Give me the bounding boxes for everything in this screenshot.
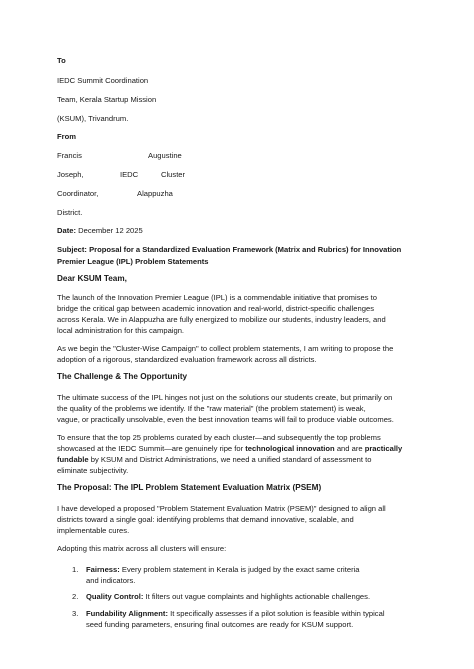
date-label: Date:: [57, 226, 76, 235]
list-item-label: Quality Control:: [86, 592, 144, 601]
text-line: local administration for this campaign.: [57, 326, 185, 335]
text-run: by KSUM and District Administrations, we need a unified standard of assessment to: [88, 455, 372, 464]
list-item-label: Fairness:: [86, 565, 120, 574]
text-line: [57, 454, 427, 465]
subject-line-1: Subject: Proposal for a Standardized Evaluation Framework (Matrix and Rubrics) for Innovation: [57, 245, 402, 254]
from-title: Coordinator,: [57, 189, 99, 198]
intro-paragraph-1: [57, 292, 427, 336]
text-line: bridge the critical gap between academic innovation and real-world, district-specific challenges: [57, 304, 374, 313]
from-name-middle: Augustine: [148, 151, 182, 160]
text-line: vague, or practically unsolvable, even the best innovation teams will fail to produce viable outcomes.: [57, 415, 394, 424]
from-heading: From: [57, 132, 76, 141]
proposal-paragraph-2: Adopting this matrix across all clusters will ensure:: [57, 544, 227, 553]
text-line: the quality of the problems we identify. If the "raw material" (the problem statement) is weak,: [57, 404, 366, 413]
list-item-text: It specifically assesses if a pilot solution is feasible within typical: [167, 609, 385, 618]
list-item-body: [86, 591, 426, 602]
text-line: I have developed a proposed "Problem Statement Evaluation Matrix (PSEM)" designed to align all: [57, 504, 386, 513]
text-line: across Kerala. We in Alappuzha are fully energized to mobilize our students, industry leaders, and: [57, 315, 386, 324]
text-run: and are: [334, 444, 365, 453]
text-run: showcased at the IEDC Summit—are genuinely ripe for: [57, 444, 246, 453]
from-district: Alappuzha: [137, 189, 173, 198]
text-line: The ultimate success of the IPL hinges not just on the solutions our students create, but primarily on: [57, 393, 393, 402]
text-line: [86, 591, 426, 602]
to-heading: To: [57, 56, 66, 65]
to-line-3: (KSUM), Trivandrum.: [57, 114, 129, 123]
list-item-body: [86, 564, 426, 586]
from-org: IEDC: [120, 170, 139, 179]
list-item-label: Fundability Alignment:: [86, 609, 168, 618]
text-line: As we begin the "Cluster-Wise Campaign" to collect problem statements, I am writing to propose the: [57, 344, 394, 353]
to-line-2: Team, Kerala Startup Mission: [57, 95, 157, 104]
text-line: eliminate subjectivity.: [57, 466, 129, 475]
list-item-body: [86, 608, 426, 630]
from-name-first: Francis: [57, 151, 82, 160]
text-line: and indicators.: [86, 576, 136, 585]
text-line: implementable cures.: [57, 526, 130, 535]
date-line: [57, 225, 143, 236]
text-line: To ensure that the top 25 problems curated by each cluster—and subsequently the top problems: [57, 433, 381, 442]
text-line: [86, 564, 426, 575]
challenge-paragraph-2: [57, 432, 427, 476]
from-role: Cluster: [161, 170, 186, 179]
text-line: The launch of the Innovation Premier League (IPL) is a commendable initiative that promises to: [57, 293, 377, 302]
proposal-heading: The Proposal: The IPL Problem Statement Evaluation Matrix (PSEM): [57, 483, 322, 492]
list-number: 3.: [72, 609, 79, 618]
date-value: December 12 2025: [78, 226, 143, 235]
emphasis-text: fundable: [57, 455, 89, 464]
list-item-text: It filters out vague complaints and highlights actionable challenges.: [143, 592, 371, 601]
to-line-1: IEDC Summit Coordination: [57, 76, 149, 85]
challenge-paragraph-1: [57, 392, 427, 425]
proposal-paragraph-1: [57, 503, 427, 536]
challenge-heading: The Challenge & The Opportunity: [57, 372, 188, 381]
emphasis-text: technological innovation: [245, 444, 335, 453]
from-name-last: Joseph,: [57, 170, 84, 179]
list-number: 1.: [72, 565, 79, 574]
subject-line-2: Premier League (IPL) Problem Statements: [57, 257, 209, 266]
salutation: Dear KSUM Team,: [57, 274, 127, 283]
text-line: [57, 443, 427, 454]
from-district-suffix: District.: [57, 208, 83, 217]
text-line: [86, 608, 426, 619]
intro-paragraph-2: [57, 343, 427, 365]
text-line: districts toward a single goal: identifying problems that demand innovative, scalable, and: [57, 515, 354, 524]
list-item-text: Every problem statement in Kerala is judged by the exact same criteria: [119, 565, 360, 574]
emphasis-text: practically: [364, 444, 403, 453]
text-line: seed funding parameters, ensuring final outcomes are ready for KSUM support.: [86, 620, 354, 629]
text-line: adoption of a rigorous, standardized evaluation framework across all districts.: [57, 355, 317, 364]
list-number: 2.: [72, 592, 79, 601]
